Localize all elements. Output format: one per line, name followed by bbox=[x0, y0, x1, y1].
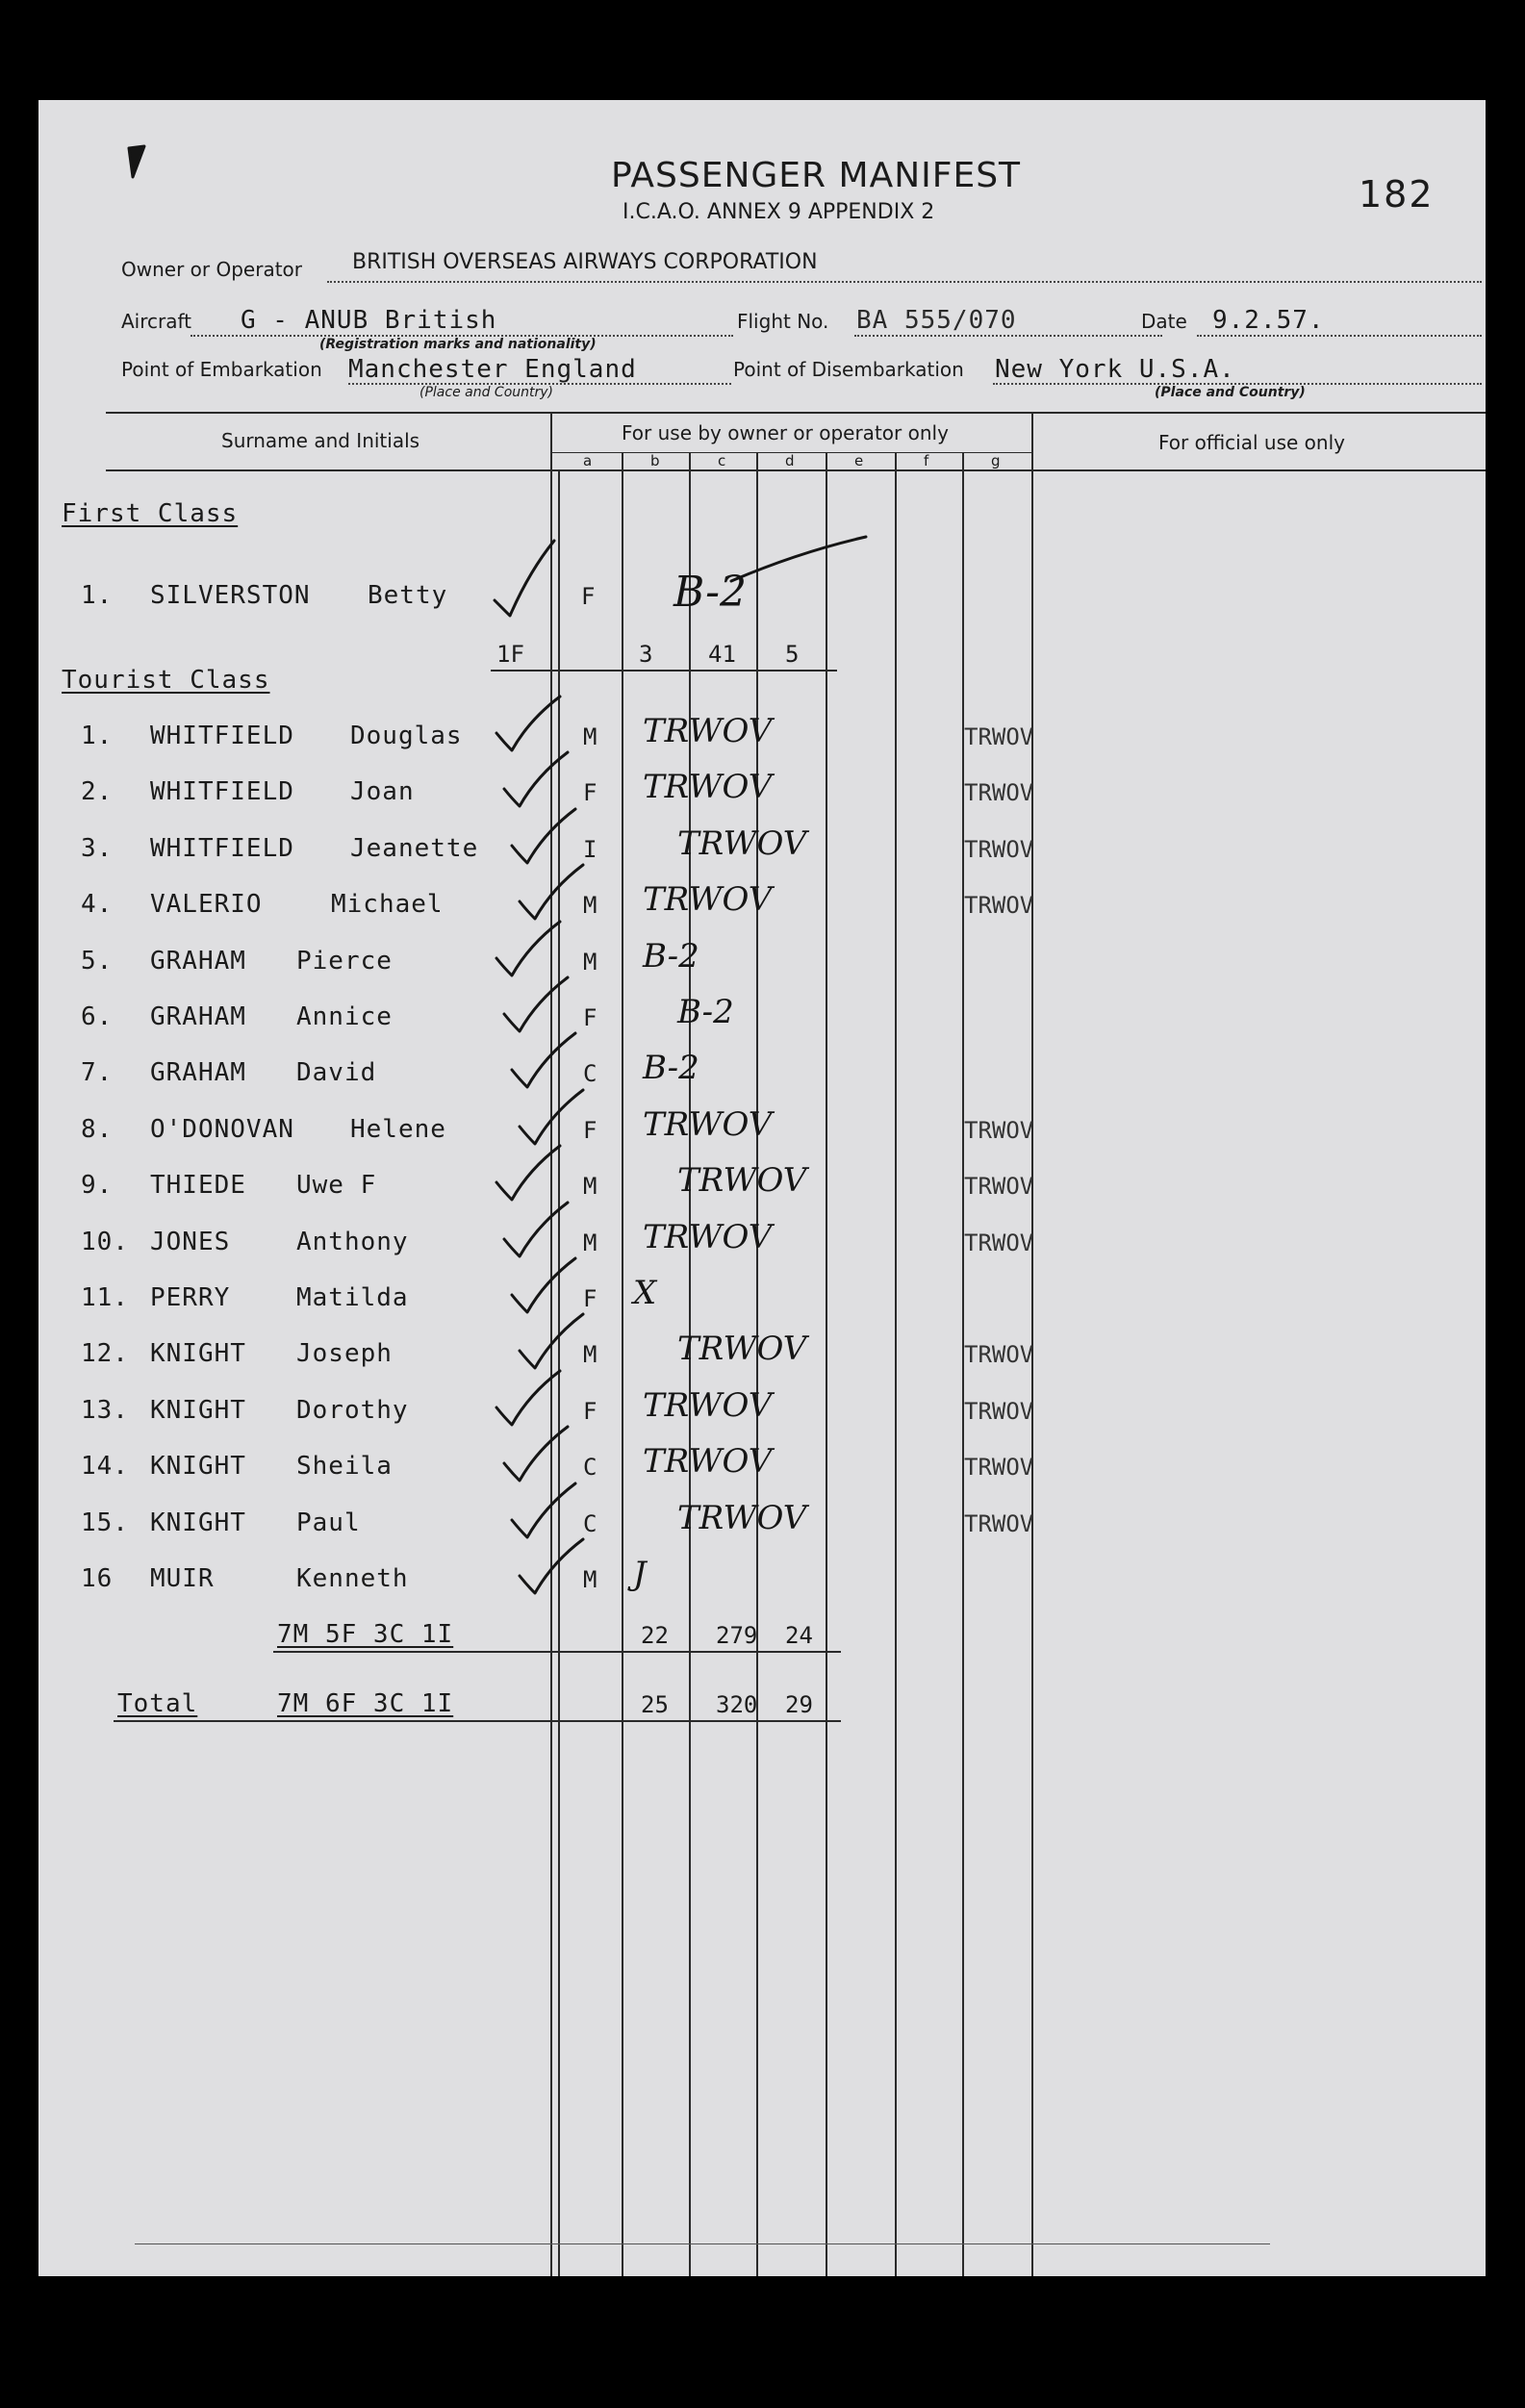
subcol-f: f bbox=[924, 452, 929, 469]
first-class-row-1-surname: SILVERSTON bbox=[150, 581, 311, 610]
first-class-heading: First Class bbox=[62, 499, 239, 528]
passenger-first-name: Anthony bbox=[296, 1228, 409, 1256]
tourist-class-subtotal-d: 24 bbox=[785, 1622, 813, 1649]
passenger-number: 4. bbox=[81, 890, 114, 919]
first-class-subtotal-rule bbox=[491, 670, 837, 672]
passenger-sex: M bbox=[583, 1566, 597, 1593]
owner-value: BRITISH OVERSEAS AIRWAYS CORPORATION bbox=[352, 250, 818, 274]
embark-dotted-line bbox=[348, 383, 731, 385]
passenger-handwritten-mark: B-2 bbox=[643, 1049, 699, 1087]
passenger-number: 2. bbox=[81, 777, 114, 806]
passenger-surname: PERRY bbox=[150, 1283, 231, 1312]
passenger-surname: THIEDE bbox=[150, 1171, 246, 1200]
passenger-first-name: Matilda bbox=[296, 1283, 409, 1312]
passenger-handwritten-mark: TRWOV bbox=[643, 1442, 773, 1481]
passenger-first-name: Dorothy bbox=[296, 1396, 409, 1425]
passenger-sex: I bbox=[583, 836, 597, 863]
passenger-number: 14. bbox=[81, 1452, 129, 1481]
passenger-surname: GRAHAM bbox=[150, 1002, 246, 1031]
embark-label: Point of Embarkation bbox=[121, 358, 322, 381]
aircraft-value: G - ANUB British bbox=[241, 306, 497, 335]
subcol-g: g bbox=[991, 452, 1001, 469]
passenger-official-code: TRWOV bbox=[964, 1117, 1034, 1144]
owner-dotted-line bbox=[327, 281, 1482, 283]
col-line-d bbox=[826, 452, 827, 2276]
embark-value: Manchester England bbox=[348, 355, 637, 384]
passenger-first-name: Annice bbox=[296, 1002, 393, 1031]
passenger-sex: C bbox=[583, 1454, 597, 1481]
date-value: 9.2.57. bbox=[1212, 306, 1325, 335]
passenger-handwritten-mark: TRWOV bbox=[643, 1105, 773, 1144]
passenger-surname: WHITFIELD bbox=[150, 777, 294, 806]
passenger-official-code: TRWOV bbox=[964, 779, 1034, 806]
subcol-d: d bbox=[785, 452, 795, 469]
passenger-number: 11. bbox=[81, 1283, 129, 1312]
disembark-label: Point of Disembarkation bbox=[733, 358, 964, 381]
passenger-surname: JONES bbox=[150, 1228, 231, 1256]
total-value: 7M 6F 3C 1I bbox=[277, 1689, 454, 1718]
first-class-subtotal-b: 3 bbox=[639, 641, 653, 668]
date-dotted-line bbox=[1197, 335, 1482, 337]
flight-label: Flight No. bbox=[737, 310, 829, 333]
aircraft-label: Aircraft bbox=[121, 310, 192, 333]
passenger-sex: C bbox=[583, 1060, 597, 1087]
passenger-surname: WHITFIELD bbox=[150, 834, 294, 863]
passenger-surname: KNIGHT bbox=[150, 1339, 246, 1368]
table-top-rule bbox=[106, 412, 1486, 414]
footer-rule bbox=[135, 2243, 1270, 2244]
first-class-row-1-mark: B-2 bbox=[674, 568, 748, 617]
passenger-first-name: Jeanette bbox=[350, 834, 479, 863]
passenger-first-name: Uwe F bbox=[296, 1171, 377, 1200]
aircraft-dotted-line bbox=[191, 335, 733, 337]
passenger-surname: VALERIO bbox=[150, 890, 263, 919]
passenger-sex: F bbox=[583, 1004, 597, 1031]
first-class-subtotal-label: 1F bbox=[496, 641, 524, 668]
first-class-row-1-sex: F bbox=[581, 583, 596, 610]
tourist-class-subtotal-rule bbox=[273, 1651, 841, 1653]
aircraft-note: (Registration marks and nationality) bbox=[319, 337, 597, 352]
first-class-subtotal-c: 41 bbox=[708, 641, 736, 668]
passenger-surname: GRAHAM bbox=[150, 947, 246, 976]
page-title: PASSENGER MANIFEST bbox=[611, 156, 1022, 195]
passenger-surname: WHITFIELD bbox=[150, 722, 294, 750]
passenger-number: 1. bbox=[81, 722, 114, 750]
passenger-handwritten-mark: TRWOV bbox=[643, 768, 773, 806]
passenger-first-name: Sheila bbox=[296, 1452, 393, 1481]
passenger-surname: KNIGHT bbox=[150, 1396, 246, 1425]
passenger-handwritten-mark: TRWOV bbox=[677, 1499, 807, 1537]
passenger-first-name: Kenneth bbox=[296, 1564, 409, 1593]
passenger-handwritten-mark: TRWOV bbox=[677, 1330, 807, 1368]
first-class-row-1-check-mark bbox=[481, 533, 885, 629]
embark-note: (Place and Country) bbox=[419, 385, 554, 400]
passenger-number: 15. bbox=[81, 1508, 129, 1537]
passenger-number: 10. bbox=[81, 1228, 129, 1256]
passenger-official-code: TRWOV bbox=[964, 1510, 1034, 1537]
total-d: 29 bbox=[785, 1691, 813, 1718]
passenger-sex: M bbox=[583, 892, 597, 919]
date-label: Date bbox=[1141, 310, 1187, 333]
tourist-class-heading: Tourist Class bbox=[62, 666, 270, 695]
passenger-handwritten-mark: TRWOV bbox=[643, 1218, 773, 1256]
passenger-first-name: Douglas bbox=[350, 722, 463, 750]
passenger-surname: KNIGHT bbox=[150, 1452, 246, 1481]
passenger-sex: M bbox=[583, 723, 597, 750]
disembark-value: New York U.S.A. bbox=[995, 355, 1235, 384]
passenger-sex: F bbox=[583, 779, 597, 806]
first-class-row-1-num: 1. bbox=[81, 581, 114, 610]
passenger-number: 12. bbox=[81, 1339, 129, 1368]
passenger-number: 6. bbox=[81, 1002, 114, 1031]
passenger-sex: M bbox=[583, 949, 597, 976]
passenger-first-name: Joan bbox=[350, 777, 415, 806]
total-b: 25 bbox=[641, 1691, 669, 1718]
passenger-check-mark bbox=[514, 1535, 600, 1603]
passenger-first-name: Joseph bbox=[296, 1339, 393, 1368]
passenger-sex: F bbox=[583, 1285, 597, 1312]
passenger-official-code: TRWOV bbox=[964, 1173, 1034, 1200]
passenger-handwritten-mark: TRWOV bbox=[643, 1386, 773, 1425]
tourist-class-subtotal-b: 22 bbox=[641, 1622, 669, 1649]
passenger-number: 7. bbox=[81, 1058, 114, 1087]
table-header-rule bbox=[106, 469, 1486, 471]
passenger-handwritten-mark: TRWOV bbox=[643, 712, 773, 750]
first-class-subtotal-d: 5 bbox=[785, 641, 800, 668]
owner-label: Owner or Operator bbox=[121, 258, 302, 281]
passenger-sex: M bbox=[583, 1229, 597, 1256]
surname-col-header: Surname and Initials bbox=[221, 429, 420, 452]
disembark-dotted-line bbox=[993, 383, 1482, 385]
subcol-e: e bbox=[854, 452, 864, 469]
passenger-number: 5. bbox=[81, 947, 114, 976]
disembark-note: (Place and Country) bbox=[1155, 385, 1306, 400]
passenger-sex: C bbox=[583, 1510, 597, 1537]
col-line-e bbox=[895, 452, 897, 2276]
passenger-official-code: TRWOV bbox=[964, 1398, 1034, 1425]
passenger-sex: F bbox=[583, 1117, 597, 1144]
tourist-class-subtotal-c: 279 bbox=[716, 1622, 758, 1649]
subcol-c: c bbox=[718, 452, 726, 469]
flight-dotted-line bbox=[854, 335, 1162, 337]
subcol-a: a bbox=[583, 452, 593, 469]
passenger-official-code: TRWOV bbox=[964, 1454, 1034, 1481]
page-number: 182 bbox=[1359, 173, 1435, 215]
total-c: 320 bbox=[716, 1691, 758, 1718]
passenger-number: 8. bbox=[81, 1115, 114, 1144]
passenger-first-name: Helene bbox=[350, 1115, 446, 1144]
passenger-sex: F bbox=[583, 1398, 597, 1425]
passenger-official-code: TRWOV bbox=[964, 836, 1034, 863]
passenger-official-code: TRWOV bbox=[964, 892, 1034, 919]
passenger-official-code: TRWOV bbox=[964, 1341, 1034, 1368]
passenger-first-name: Michael bbox=[331, 890, 444, 919]
passenger-official-code: TRWOV bbox=[964, 723, 1034, 750]
passenger-handwritten-mark: B-2 bbox=[643, 937, 699, 976]
operator-col-header: For use by owner or operator only bbox=[622, 421, 949, 444]
page-subtitle: I.C.A.O. ANNEX 9 APPENDIX 2 bbox=[623, 200, 935, 224]
passenger-handwritten-mark: TRWOV bbox=[677, 824, 807, 863]
passenger-number: 9. bbox=[81, 1171, 114, 1200]
col-line-a bbox=[622, 452, 623, 2276]
passenger-surname: KNIGHT bbox=[150, 1508, 246, 1537]
passenger-official-code: TRWOV bbox=[964, 1229, 1034, 1256]
passenger-number: 3. bbox=[81, 834, 114, 863]
passenger-number: 13. bbox=[81, 1396, 129, 1425]
passenger-handwritten-mark: TRWOV bbox=[677, 1161, 807, 1200]
subcol-b: b bbox=[650, 452, 660, 469]
manifest-page bbox=[38, 100, 1486, 2276]
passenger-first-name: Pierce bbox=[296, 947, 393, 976]
tourist-class-subtotal-label: 7M 5F 3C 1I bbox=[277, 1620, 454, 1649]
passenger-first-name: David bbox=[296, 1058, 377, 1087]
passenger-sex: M bbox=[583, 1341, 597, 1368]
flight-value: BA 555/070 bbox=[856, 306, 1017, 335]
passenger-number: 16 bbox=[81, 1564, 114, 1593]
passenger-surname: MUIR bbox=[150, 1564, 215, 1593]
corner-mark bbox=[123, 144, 152, 183]
passenger-surname: GRAHAM bbox=[150, 1058, 246, 1087]
passenger-handwritten-mark: TRWOV bbox=[643, 880, 773, 919]
passenger-handwritten-mark: B-2 bbox=[677, 993, 734, 1031]
passenger-handwritten-mark: J bbox=[633, 1555, 647, 1593]
total-rule bbox=[114, 1720, 841, 1722]
first-class-row-1-first: Betty bbox=[368, 581, 448, 610]
passenger-first-name: Paul bbox=[296, 1508, 361, 1537]
passenger-surname: O'DONOVAN bbox=[150, 1115, 294, 1144]
passenger-sex: M bbox=[583, 1173, 597, 1200]
total-label: Total bbox=[117, 1689, 198, 1718]
official-col-header: For official use only bbox=[1158, 431, 1345, 454]
passenger-handwritten-mark: X bbox=[633, 1274, 657, 1312]
